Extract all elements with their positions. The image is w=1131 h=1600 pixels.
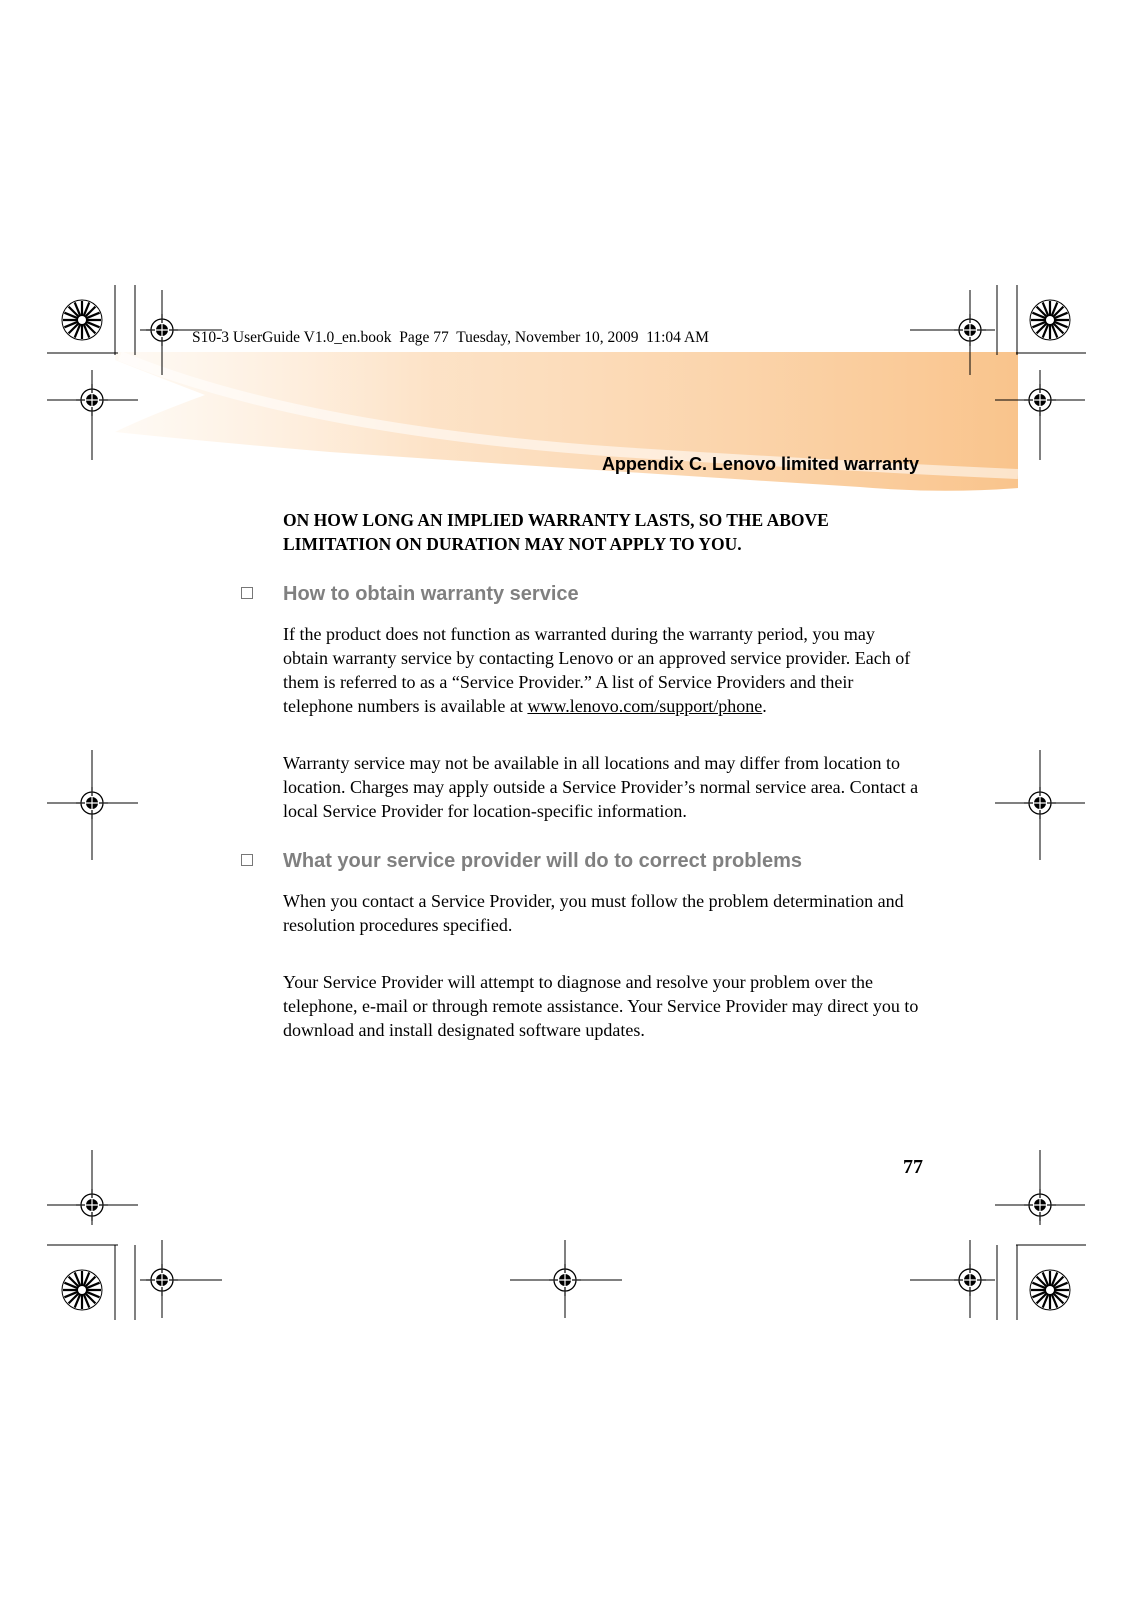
- page-content: [283, 508, 923, 1042]
- square-bullet-icon: [241, 587, 253, 599]
- registration-mark-icon: [1024, 384, 1056, 416]
- star-target-icon: [1030, 300, 1070, 340]
- page-number: 77: [903, 1156, 923, 1178]
- paragraph: Warranty service may not be available in all locations and may differ from location to location. Charges may apply outside a Service Provider’s normal service area. Contact a local Service Provider for location-specific information.: [283, 753, 919, 821]
- registration-mark-icon: [146, 1264, 178, 1296]
- star-target-icon: [62, 300, 102, 340]
- caps-notice-line: LIMITATION ON DURATION MAY NOT APPLY TO YOU.: [283, 534, 742, 554]
- registration-mark-icon: [76, 787, 108, 819]
- section-correct-problems: [283, 849, 923, 1042]
- paragraph: When you contact a Service Provider, you must follow the problem determination and resolution procedures specified.: [283, 891, 904, 935]
- section-heading-text: How to obtain warranty service: [283, 583, 579, 605]
- section-heading: [283, 582, 923, 606]
- chapter-title: Appendix C. Lenovo limited warranty: [601, 454, 919, 474]
- caps-notice: [283, 508, 923, 556]
- section-heading-text: What your service provider will do to correct problems: [283, 850, 803, 872]
- registration-mark-icon: [76, 1189, 108, 1221]
- registration-mark-icon: [954, 314, 986, 346]
- paragraph: Your Service Provider will attempt to diagnose and resolve your problem over the telephone, e-mail or through remote assistance. Your Service Provider may direct you to download and install designated software updates.: [283, 972, 919, 1040]
- star-target-icon: [62, 1270, 102, 1310]
- registration-mark-icon: [1024, 787, 1056, 819]
- caps-notice-line: ON HOW LONG AN IMPLIED WARRANTY LASTS, SO THE ABOVE: [283, 510, 829, 530]
- registration-mark-icon: [954, 1264, 986, 1296]
- support-phone-link[interactable]: www.lenovo.com/support/phone: [527, 696, 763, 716]
- registration-mark-icon: [549, 1264, 581, 1296]
- section-obtain-service: [283, 582, 923, 823]
- paragraph: [283, 622, 923, 718]
- registration-mark-icon: [1024, 1189, 1056, 1221]
- section-heading: [283, 849, 923, 873]
- square-bullet-icon: [241, 854, 253, 866]
- paragraph-text: If the product does not function as warranted during the warranty period, you may obtain warranty service by contacting Lenovo or an approved service provider. Each of them is referred to as a “Service Provider.” A list of Service Providers and their telephone numbers is available at: [283, 624, 911, 716]
- print-header: S10-3 UserGuide V1.0_en.book Page 77 Tuesday, November 10, 2009 11:04 AM: [192, 329, 709, 346]
- registration-mark-icon: [76, 384, 108, 416]
- registration-mark-icon: [146, 314, 178, 346]
- paragraph-end: .: [762, 696, 767, 716]
- star-target-icon: [1030, 1270, 1070, 1310]
